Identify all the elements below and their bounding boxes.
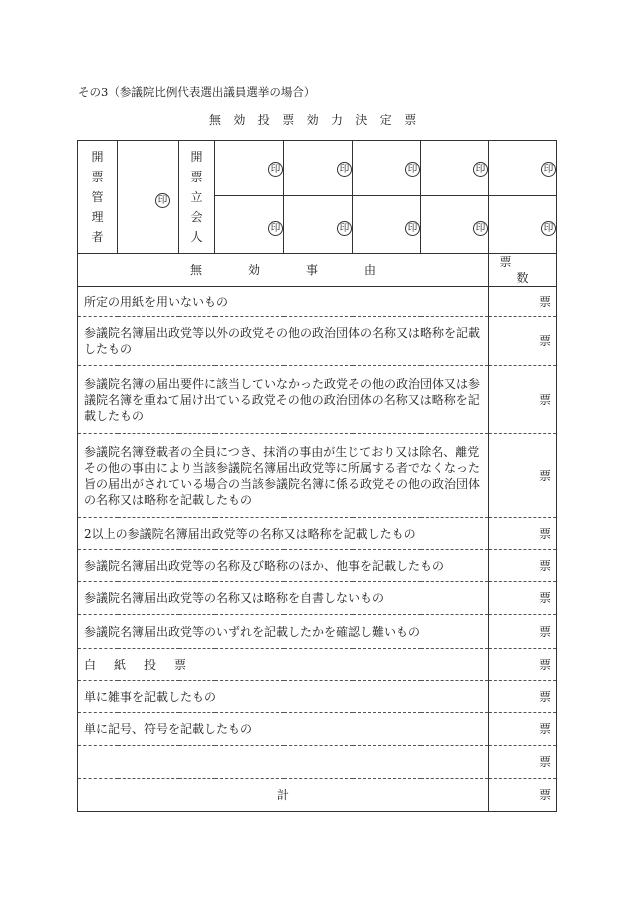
count-header-cell: [489, 254, 563, 287]
vote-unit-label: 票: [489, 582, 557, 615]
vote-unit-label: 票: [489, 649, 557, 681]
witness-seal-cell: [489, 141, 557, 196]
witness-seal-cell: [421, 196, 489, 254]
seal-icon: 印: [473, 162, 488, 177]
reason-text: 2以上の参議院名簿届出政党等の名称又は略称を記載したもの: [78, 518, 489, 550]
seal-icon: 印: [541, 221, 556, 236]
table-row: [78, 317, 557, 366]
vote-unit-label: 票: [489, 713, 557, 746]
table-row: [78, 713, 557, 746]
signature-row: [78, 141, 557, 196]
vote-unit-label: 票: [489, 287, 557, 317]
reason-header-cell: [78, 254, 489, 287]
seal-icon: 印: [268, 221, 283, 236]
table-row: [78, 582, 557, 615]
witness-seal-cell: [284, 141, 353, 196]
blank-reason-cell: [78, 746, 489, 779]
table-row: [78, 287, 557, 317]
witness-seal-cell: [215, 141, 284, 196]
vote-unit-label: 票: [489, 366, 557, 434]
reason-text: 参議院名簿届出政党等の名称及び略称のほか、他事を記載したもの: [78, 550, 489, 582]
signature-section: [78, 141, 557, 254]
table-row: [78, 615, 557, 649]
vote-unit-label: 票: [489, 518, 557, 550]
witness-seal-cell: [284, 196, 353, 254]
table-row: [78, 649, 557, 681]
witness-seal-cell: [353, 141, 421, 196]
reason-text: 参議院名簿届出政党等以外の政党その他の政治団体の名称又は略称を記載したもの: [78, 317, 489, 366]
reason-text: 参議院名簿届出政党等の名称又は略称を自書しないもの: [78, 582, 489, 615]
reason-text: 参議院名簿届出政党等のいずれを記載したかを確認し難いもの: [78, 615, 489, 649]
seal-icon: 印: [405, 162, 420, 177]
total-label: 計: [78, 779, 489, 812]
witness-seal-cell: [215, 196, 284, 254]
counting-witness-label: 開票立会人: [190, 150, 203, 244]
reason-text: 白紙投票: [84, 657, 205, 672]
reason-cell: [78, 649, 489, 681]
form-subtitle: その3（参議院比例代表選出議員選挙の場合）: [78, 85, 316, 99]
vote-unit-label: 票: [489, 550, 557, 582]
reason-text: 参議院名簿の届出要件に該当していなかった政党その他の政治団体又は参議院名簿を重ねて届け出ている政党その他の政治団体の名称又は略称を記載したもの: [78, 366, 489, 434]
reason-text: 所定の用紙を用いないもの: [78, 287, 489, 317]
reason-text: 単に雑事を記載したもの: [78, 681, 489, 713]
invalid-vote-decision-table: [77, 140, 563, 812]
count-header: 票数: [499, 255, 563, 285]
counting-manager-seal-cell: [118, 141, 179, 254]
table-row: [78, 434, 557, 518]
vote-unit-label: 票: [489, 779, 557, 812]
vote-unit-label: 票: [489, 317, 557, 366]
reason-text: 単に記号、符号を記載したもの: [78, 713, 489, 746]
table-row: [78, 681, 557, 713]
table-row-blank: [78, 746, 557, 779]
table-row: [78, 366, 557, 434]
counting-manager-label: 開票管理者: [91, 150, 104, 244]
reason-text: 参議院名簿登載者の全員につき、抹消の事由が生じており又は除名、離党その他の事由により当該参議院名簿届出政党等に所属する者でなくなった旨の届出がされている場合の当該参議院名簿に係る政党その他の政治団体の名称又は略称を記載したもの: [78, 434, 489, 518]
vote-unit-label: 票: [489, 681, 557, 713]
seal-icon: 印: [337, 221, 352, 236]
table-row: [78, 550, 557, 582]
seal-icon: 印: [541, 162, 556, 177]
seal-icon: 印: [337, 162, 352, 177]
vote-unit-label: 票: [489, 434, 557, 518]
table-row: [78, 518, 557, 550]
witness-seal-cell: [421, 141, 489, 196]
witness-seal-cell: [353, 196, 421, 254]
counting-witness-label-cell: [179, 141, 215, 254]
form-title: 無効投票効力決定票: [209, 113, 429, 127]
vote-unit-label: 票: [489, 746, 557, 779]
reason-list: [78, 287, 557, 812]
counting-manager-label-cell: [78, 141, 118, 254]
reason-header: 無効事由: [189, 263, 422, 277]
total-row: [78, 779, 557, 812]
witness-seal-cell: [489, 196, 557, 254]
seal-icon: 印: [155, 193, 170, 208]
header-row: [78, 254, 557, 287]
table-header: [78, 254, 563, 287]
vote-unit-label: 票: [489, 615, 557, 649]
seal-icon: 印: [405, 221, 420, 236]
seal-icon: 印: [268, 162, 283, 177]
seal-icon: 印: [473, 221, 488, 236]
